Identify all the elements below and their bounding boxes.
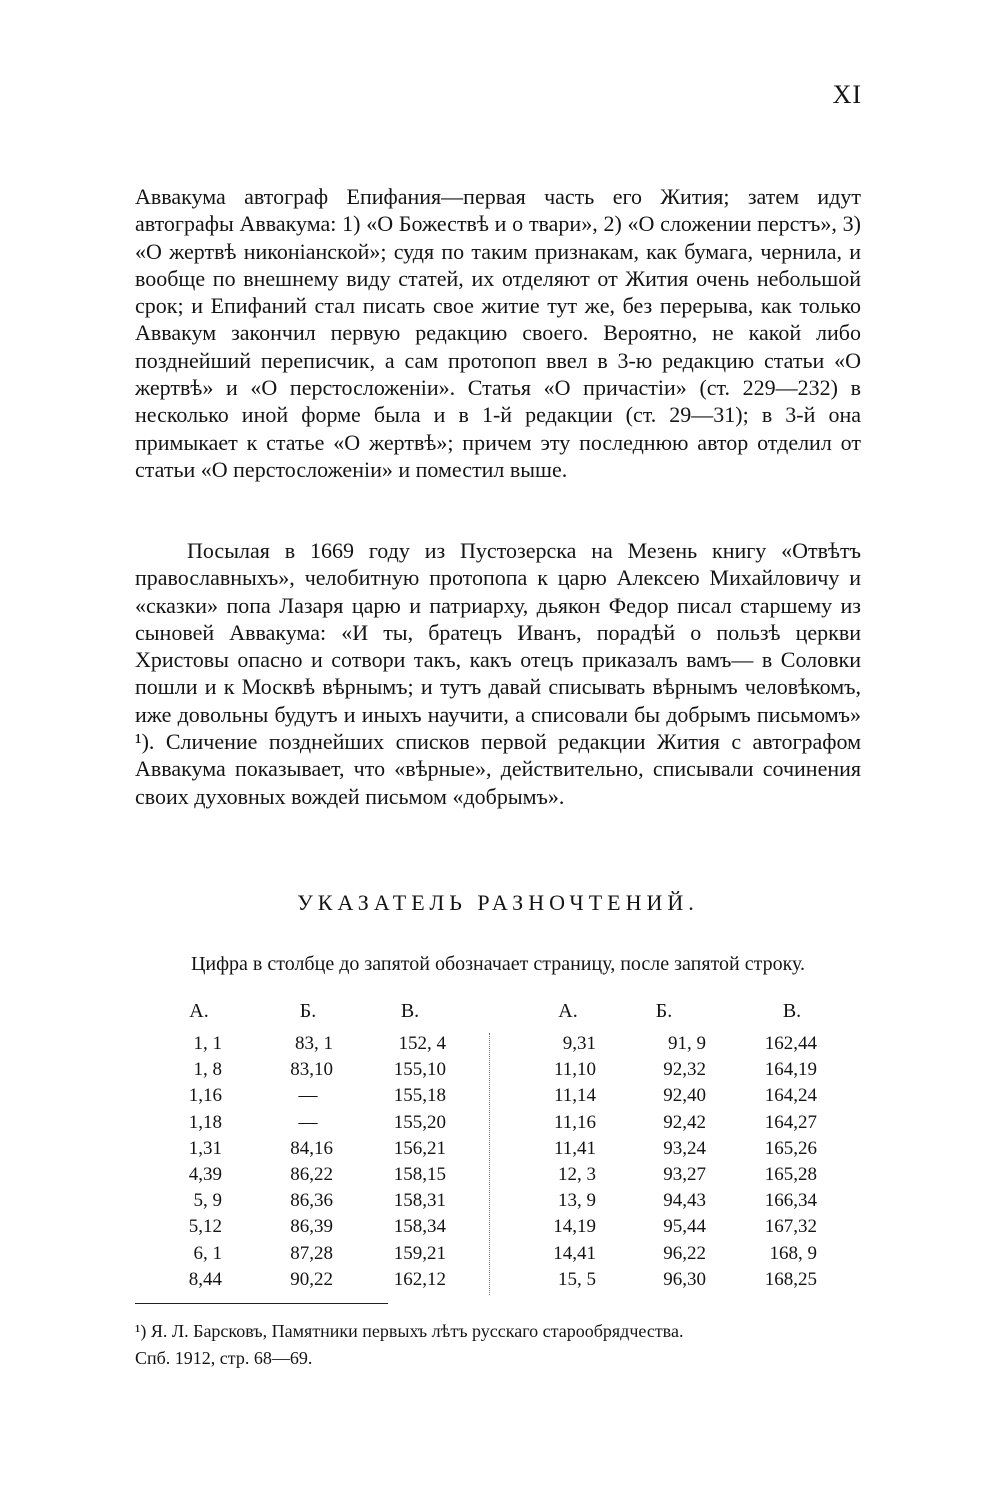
table-cell: 164,27 xyxy=(764,1111,817,1133)
table-cell: 96,30 xyxy=(663,1268,706,1290)
table-cell: 166,34 xyxy=(764,1190,817,1212)
column-divider xyxy=(489,1033,490,1295)
table-row xyxy=(0,1216,1000,1242)
table-cell: 86,22 xyxy=(290,1164,333,1185)
table-cell: 4,39 xyxy=(188,1164,222,1185)
table-cell: 1,16 xyxy=(188,1085,222,1107)
column-header: Б. xyxy=(655,1000,673,1022)
table-cell: 152, 4 xyxy=(398,1033,446,1054)
table-cell: 14,19 xyxy=(553,1216,596,1238)
table-cell: 15, 5 xyxy=(558,1268,596,1290)
paragraph-2: Посылая в 1669 году из Пустозерска на Мезень книгу «Отвѣтъ православныхъ», челобитную протопопа к царю Алексею Михайловичу и «сказки» попа Лазаря царю и патриарху, дьякон Федор писал старшему из сыновей Аввакума: «И ты, братецъ Иванъ, порадѣй о пользѣ церкви Христовы опасно и сотвори такъ, какъ отецъ приказалъ вамъ— в Соловки пошли и к Москвѣ вѣрнымъ; и тутъ давай списывать вѣрнымъ человѣкомъ, иже довольны будутъ и иныхъ научити, а списовали бы добрымъ письмомъ» ¹). Сличение позднейших списков первой редакции Жития с автографом Аввакума показывает, что «вѣрные», действительно, списывали сочинения своих духовных вождей письмом «добрымъ». xyxy=(135,538,861,809)
table-cell: 11,16 xyxy=(553,1111,596,1133)
table-row xyxy=(0,1269,1000,1295)
table-row xyxy=(0,1033,1000,1059)
table-caption: Цифра в столбце до запятой обозначает страницу, после запятой строку. xyxy=(190,953,806,975)
table-cell: 156,21 xyxy=(393,1137,446,1159)
table-cell: 158,15 xyxy=(393,1164,446,1185)
table-cell: 86,36 xyxy=(290,1190,333,1212)
table-cell: 11,14 xyxy=(553,1085,596,1107)
table-cell: 1, 1 xyxy=(193,1033,222,1054)
table-cell: 158,34 xyxy=(393,1216,446,1238)
body-text xyxy=(135,183,861,810)
table-cell: 83,10 xyxy=(290,1059,333,1081)
table-row xyxy=(0,1085,1000,1111)
table-header-row xyxy=(0,1000,1000,1030)
footnote xyxy=(135,1318,865,1372)
column-header: А. xyxy=(558,1000,578,1022)
table-cell: 93,24 xyxy=(663,1137,706,1159)
table-cell: 94,43 xyxy=(663,1190,706,1212)
column-header: В. xyxy=(782,1000,802,1022)
table-cell: 13, 9 xyxy=(558,1190,596,1212)
table-cell: 162,44 xyxy=(764,1033,817,1054)
table-cell: 164,19 xyxy=(764,1059,817,1081)
table-cell: 165,28 xyxy=(764,1164,817,1185)
table-cell: 93,27 xyxy=(663,1164,706,1185)
table-cell: 168,25 xyxy=(764,1268,817,1290)
table-cell: 164,24 xyxy=(764,1085,817,1107)
table-cell: 162,12 xyxy=(393,1268,446,1290)
table-cell: — xyxy=(298,1111,318,1133)
table-row xyxy=(0,1164,1000,1190)
table-cell: 8,44 xyxy=(188,1268,222,1290)
table-cell: 155,10 xyxy=(393,1059,446,1081)
table-cell: — xyxy=(298,1085,318,1107)
table-cell: 95,44 xyxy=(663,1216,706,1238)
footnote-line-1: ¹) Я. Л. Барсковъ, Памятники первыхъ лѣтъ русскаго старообрядчества. xyxy=(135,1321,684,1341)
table-cell: 91, 9 xyxy=(668,1033,706,1054)
table-cell: 96,22 xyxy=(663,1242,706,1264)
section-title: УКАЗАТЕЛЬ РАЗНОЧТЕНИЙ. xyxy=(297,890,699,915)
table-cell: 83, 1 xyxy=(295,1033,333,1054)
table-cell: 6, 1 xyxy=(193,1242,222,1264)
table-cell: 86,39 xyxy=(290,1216,333,1238)
page-number: XI xyxy=(832,80,862,109)
table-cell: 84,16 xyxy=(290,1137,333,1159)
table-cell: 90,22 xyxy=(290,1268,333,1290)
column-header: В. xyxy=(400,1000,420,1022)
table-row xyxy=(0,1059,1000,1085)
table-cell: 168, 9 xyxy=(769,1242,817,1264)
table-row xyxy=(0,1112,1000,1138)
table-cell: 92,40 xyxy=(663,1085,706,1107)
table-cell: 155,18 xyxy=(393,1085,446,1107)
table-cell: 1, 8 xyxy=(193,1059,222,1081)
table-cell: 167,32 xyxy=(764,1216,817,1238)
footnote-line-2: Спб. 1912, стр. 68—69. xyxy=(135,1348,313,1368)
table-cell: 14,41 xyxy=(553,1242,596,1264)
table-cell: 11,10 xyxy=(553,1059,596,1081)
table-cell: 5, 9 xyxy=(193,1190,222,1212)
table-cell: 9,31 xyxy=(562,1033,596,1054)
table-row xyxy=(0,1243,1000,1269)
table-cell: 159,21 xyxy=(393,1242,446,1264)
column-header: А. xyxy=(189,1000,209,1022)
table-cell: 158,31 xyxy=(393,1190,446,1212)
table-cell: 11,41 xyxy=(553,1137,596,1159)
paragraph-1: Аввакума автограф Епифания—первая часть его Жития; затем идут автографы Аввакума: 1) «О Божествѣ и о твари», 2) «О сложении перстъ», 3) «О жертвѣ никоніанской»; судя по таким признакам, как бумага, чернила, и вообще по внешнему виду статей, их отделяют от Жития очень небольшой срок; и Епифаний стал писать свое житие тут же, без перерыва, как только Аввакум закончил первую редакцию своего. Вероятно, не какой либо позднейший переписчик, а сам протопоп ввел в 3-ю редакцию статьи «О жертвѣ» и «О перстосложеніи». Статья «О причастіи» (ст. 229—232) в несколько иной форме была и в 1-й редакции (ст. 29—31); в 3-й она примыкает к статье «О жертвѣ»; причем эту последнюю автор отделил от статьи «О перстосложеніи» и поместил выше. xyxy=(135,184,861,482)
table-cell: 87,28 xyxy=(290,1242,333,1264)
table-cell: 12, 3 xyxy=(558,1164,596,1185)
table-cell: 155,20 xyxy=(393,1111,446,1133)
table-cell: 92,42 xyxy=(663,1111,706,1133)
table-cell: 5,12 xyxy=(188,1216,222,1238)
table-row xyxy=(0,1138,1000,1164)
table-row xyxy=(0,1190,1000,1216)
table-cell: 1,18 xyxy=(188,1111,222,1133)
footnote-rule xyxy=(135,1303,388,1304)
table-cell: 165,26 xyxy=(764,1137,817,1159)
table-cell: 1,31 xyxy=(188,1137,222,1159)
column-header: Б. xyxy=(299,1000,317,1022)
table-cell: 92,32 xyxy=(663,1059,706,1081)
